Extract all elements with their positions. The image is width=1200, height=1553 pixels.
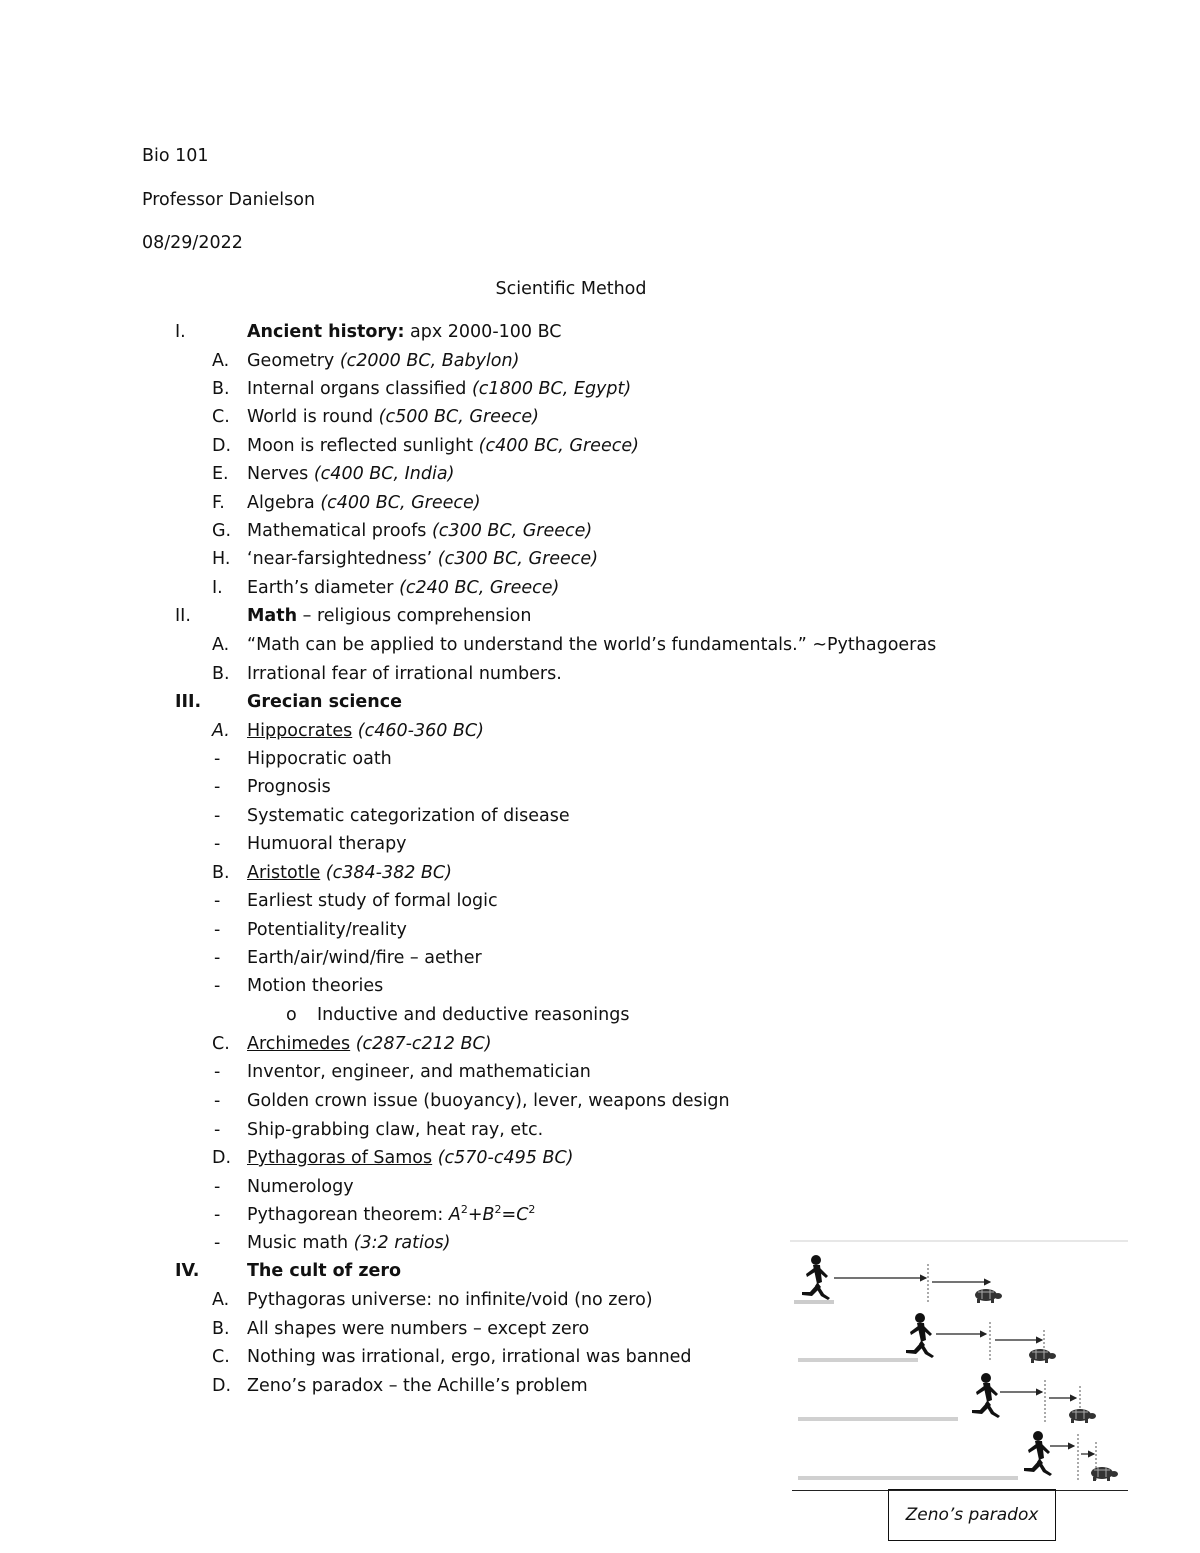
tortoise-icon (1029, 1349, 1056, 1363)
section-subtitle: apx 2000-100 BC (404, 322, 562, 342)
professor-name: Professor Danielson (142, 190, 316, 210)
zeno-paradox-figure (790, 1236, 1130, 1492)
tortoise-icon (975, 1289, 1002, 1303)
running-figure-icon (1024, 1431, 1052, 1476)
running-figure-icon (972, 1373, 1000, 1418)
running-figure-icon (802, 1255, 830, 1300)
tortoise-icon (1069, 1409, 1096, 1423)
tortoise-icon (1091, 1467, 1118, 1481)
section-title: Ancient history: (247, 322, 405, 342)
date: 08/29/2022 (142, 233, 243, 253)
section-marker: I. (175, 322, 186, 342)
running-figure-icon (906, 1313, 934, 1358)
figure-caption: Zeno’s paradox (888, 1489, 1056, 1541)
course-name: Bio 101 (142, 146, 209, 166)
document-title: Scientific Method (495, 279, 647, 299)
